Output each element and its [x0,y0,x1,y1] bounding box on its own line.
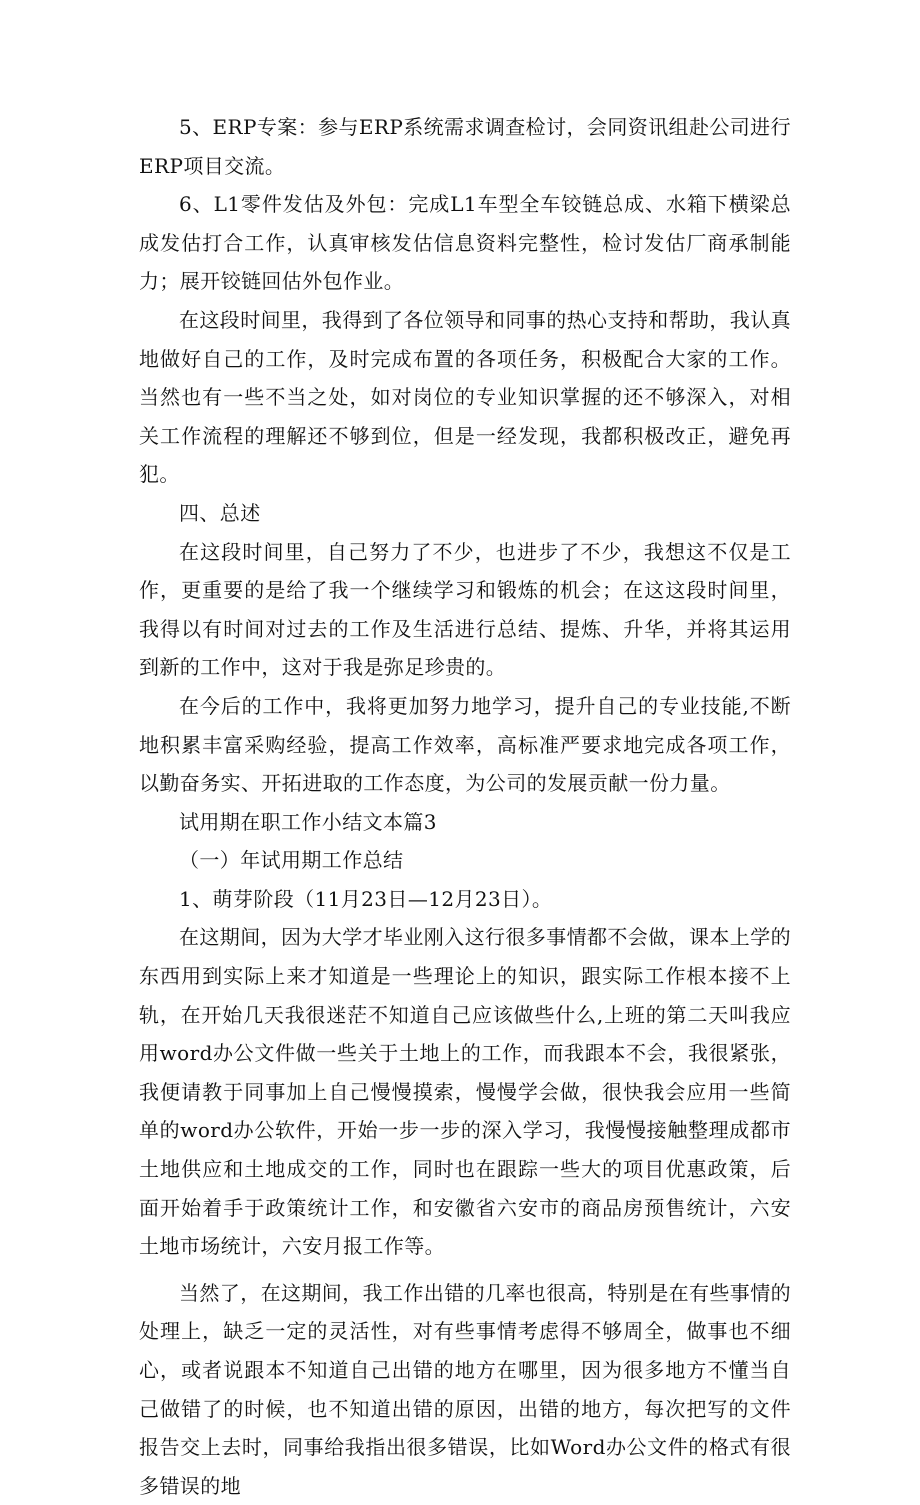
document-body [139,108,791,1505]
section-heading-summary: 四、总述 [179,500,261,525]
paragraph-erp-project: 5、ERP专案：参与ERP系统需求调查检讨，会同资讯组赴公司进行ERP项目交流。 [139,115,791,178]
paragraph-support-help: 在这段时间里，我得到了各位领导和同事的热心支持和帮助，我认真地做好自己的工作，及时完成布置的各项任务，积极配合大家的工作。当然也有一些不当之处，如对岗位的专业知识掌握的还不够深入，对相关工作流程的理解还不够到位，但是一经发现，我都积极改正，避免再犯。 [139,307,791,487]
section-heading-sprout-stage: 1、萌芽阶段（11月23日—12月23日）。 [179,886,553,911]
paragraph-l1-parts: 6、L1零件发估及外包：完成L1车型全车铰链总成、水箱下横梁总成发估打合工作，认真审核发估信息资料完整性，检讨发估厂商承制能力；展开铰链回估外包作业。 [139,192,791,294]
paragraph-mistakes: 当然了，在这期间，我工作出错的几率也很高，特别是在有些事情的处理上，缺乏一定的灵活性，对有些事情考虑得不够周全，做事也不细心，或者说跟本不知道自己出错的地方在哪里，因为很多地方不懂当自己做错了的时候，也不知道出错的原因，出错的地方，每次把写的文件报告交上去时，同事给我指出很多错误，比如Word办公文件的格式有很多错误的地 [139,1280,791,1498]
paragraph-summary-progress: 在这段时间里，自己努力了不少，也进步了不少，我想这不仅是工作，更重要的是给了我一个继续学习和锻炼的机会；在这这段时间里，我得以有时间对过去的工作及生活进行总结、提炼、升华，并将其运用到新的工作中，这对于我是弥足珍贵的。 [139,539,791,680]
paragraph-sprout-stage-detail: 在这期间，因为大学才毕业刚入这行很多事情都不会做，课本上学的东西用到实际上来才知道是一些理论上的知识，跟实际工作根本接不上轨，在开始几天我很迷茫不知道自己应该做些什么,上班的第二天叫我应用word办公文件做一些关于土地上的工作，而我跟本不会，我很紧张，我便请教于同事加上自己慢慢摸索，慢慢学会做，很快我会应用一些简单的word办公软件，开始一步一步的深入学习，我慢慢接触整理成都市土地供应和土地成交的工作，同时也在跟踪一些大的项目优惠政策，后面开始着手于政策统计工作，和安徽省六安市的商品房预售统计，六安土地市场统计，六安月报工作等。 [139,925,791,1259]
paragraph-future-work: 在今后的工作中，我将更加努力地学习，提升自己的专业技能,不断地积累丰富采购经验，提高工作效率，高标准严要求地完成各项工作，以勤奋务实、开拓进取的工作态度，为公司的发展贡献一份力量。 [139,693,791,796]
section-heading-probation-summary: （一）年试用期工作总结 [179,848,404,873]
article-title-part3: 试用期在职工作小结文本篇3 [179,809,437,834]
